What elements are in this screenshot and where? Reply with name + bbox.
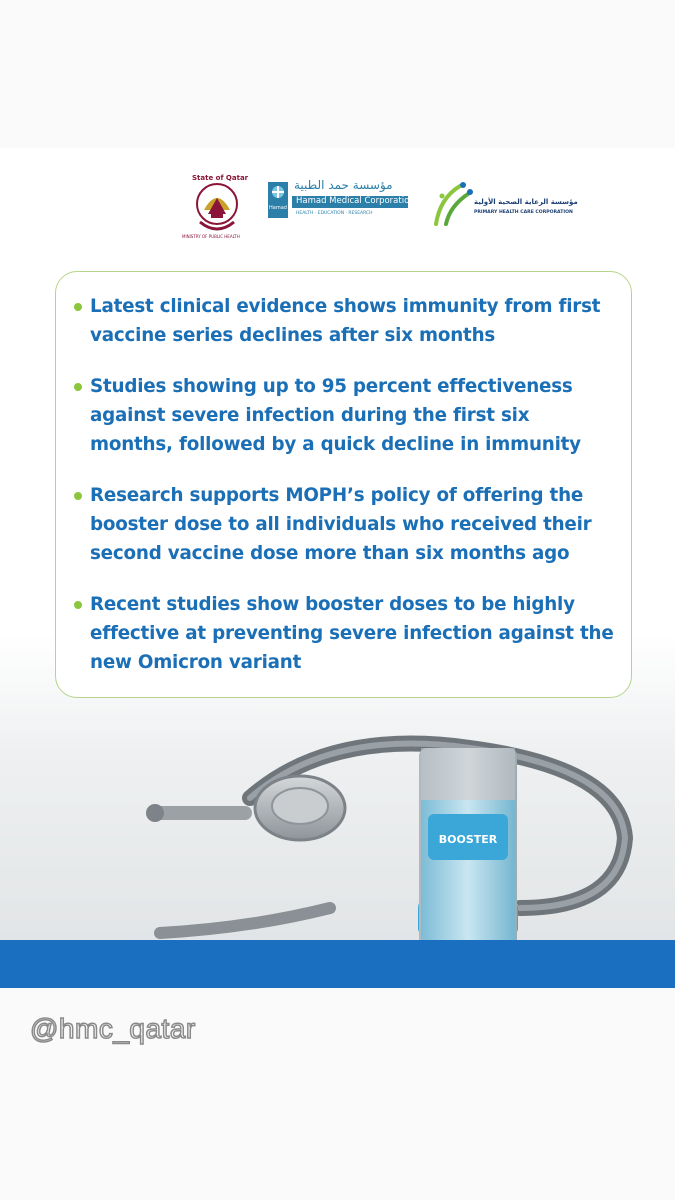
vial-body	[0, 748, 675, 948]
hmc-mark	[268, 182, 288, 218]
hmc-mark-label: Hamad	[269, 205, 287, 211]
infographic-card	[0, 148, 675, 988]
hmc-english-name: Hamad Medical Corporation	[296, 196, 415, 206]
phcc-arabic-name: مؤسسة الرعاية الصحية الأولية	[474, 198, 578, 206]
qatar-emblem-logo	[182, 174, 249, 242]
key-point-item	[74, 590, 615, 677]
vial-label-text: BOOSTER	[438, 833, 498, 846]
hmc-arabic-name: مؤسسة حمد الطبية	[294, 178, 393, 192]
hmc-tagline: HEALTH · EDUCATION · RESEARCH	[296, 211, 373, 216]
bottom-accent-bar	[0, 940, 675, 988]
bullet-dot	[74, 383, 82, 391]
qatar-emblem-icon	[190, 176, 244, 242]
phcc-logo	[430, 180, 578, 236]
hmc-leaf-icon	[268, 182, 288, 202]
key-point-text: Recent studies show booster doses to be highly effective at preventing severe infection against the new Omicron variant	[90, 594, 614, 673]
qatar-logo-top-text: State of Qatar	[192, 174, 249, 182]
key-point-item	[74, 292, 615, 350]
phcc-people-icon	[430, 180, 476, 228]
key-point-item	[74, 372, 615, 459]
key-points-box	[55, 271, 632, 698]
qatar-logo-bottom-text: MINISTRY OF PUBLIC HEALTH	[182, 234, 240, 239]
top-margin	[0, 0, 675, 148]
key-point-item	[74, 481, 615, 568]
hmc-logo	[268, 178, 415, 236]
key-point-text: Latest clinical evidence shows immunity from first vaccine series declines after six months	[90, 296, 601, 346]
key-point-text: Studies showing up to 95 percent effectiveness against severe infection during the first six months, followed by a quick decline in immunity	[90, 376, 581, 455]
phcc-english-name: PRIMARY HEALTH CARE CORPORATION	[474, 210, 573, 215]
account-handle: @hmc_qatar	[30, 1013, 196, 1044]
key-point-text: Research supports MOPH’s policy of offering the booster dose to all individuals who received their second vaccine dose more than six months ago	[90, 485, 592, 564]
bullet-dot	[74, 601, 82, 609]
logo-bar	[0, 166, 675, 246]
bullet-dot	[74, 303, 82, 311]
bullet-dot	[74, 492, 82, 500]
